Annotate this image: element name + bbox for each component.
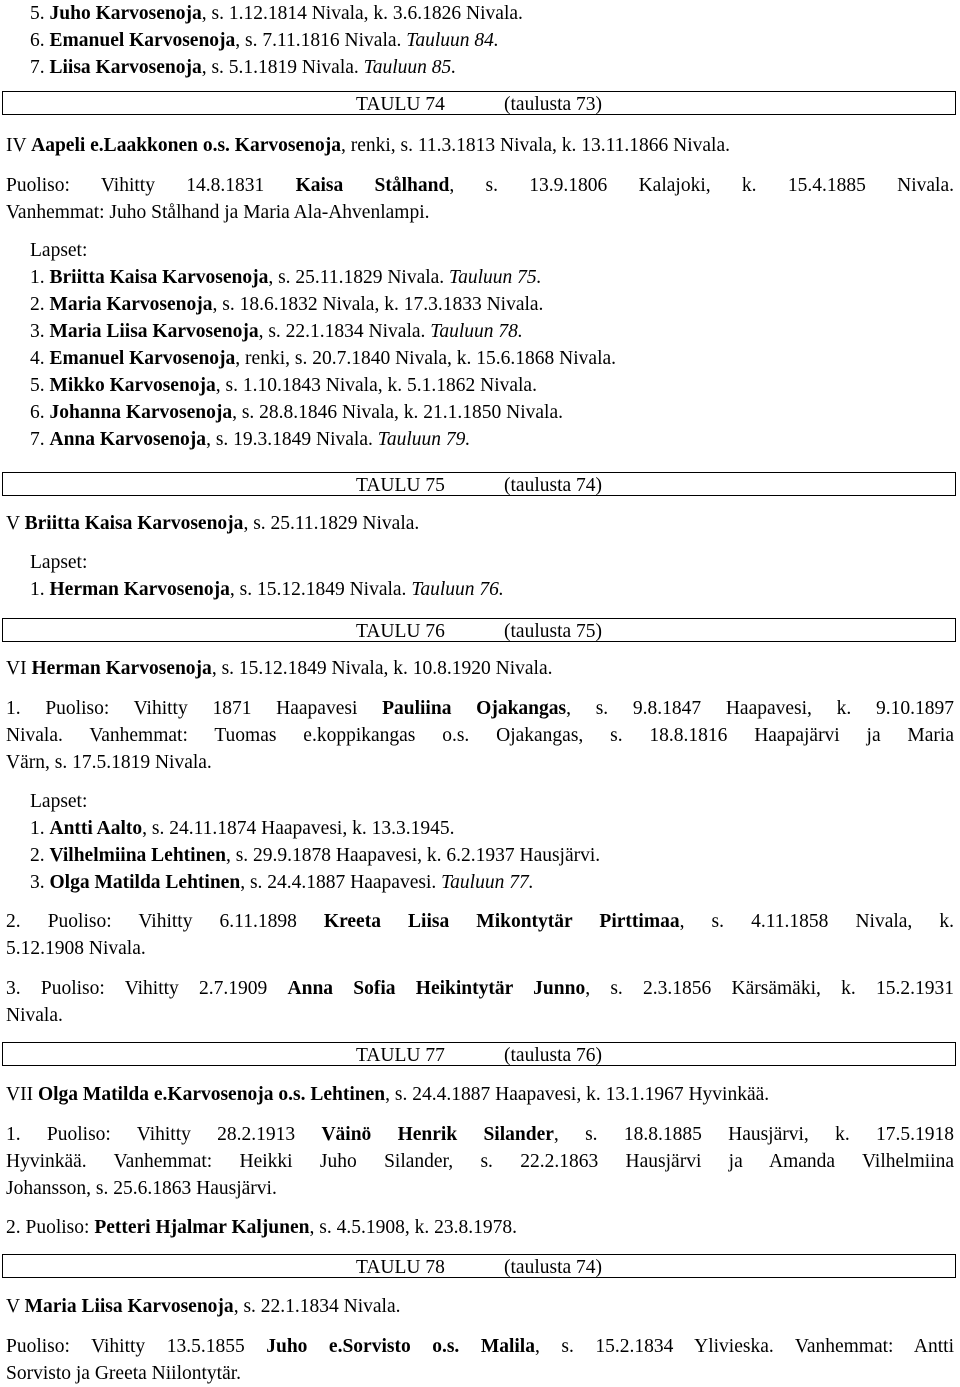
table-title: TAULU 78 [356, 1257, 445, 1278]
spouse-line [6, 174, 954, 198]
text-run: IV [6, 135, 32, 156]
name-text: Petteri Hjalmar Kaljunen [94, 1217, 310, 1238]
table-title: TAULU 74 [356, 94, 445, 115]
text-run: 3. [30, 321, 50, 342]
text-run: 7. [30, 57, 50, 78]
name-text: Vilhelmiina Lehtinen [49, 845, 226, 866]
table-header-77 [0, 1044, 960, 1068]
list-item [30, 266, 954, 290]
person-line [6, 134, 954, 158]
text-run: 1. [30, 579, 50, 600]
table-header-76 [0, 620, 960, 644]
spouse-line [6, 1177, 954, 1201]
children-label: Lapset: [30, 240, 88, 261]
table-header-78 [0, 1256, 960, 1280]
text-run: Hyvinkää. Vanhemmat: Heikki Juho Silander, s. 22.2.1863 Hausjärvi ja Amanda Vilhelmiina [6, 1151, 954, 1172]
text-run: 5. [30, 375, 50, 396]
text-run: , s. 4.5.1908, k. 23.8.1978. [309, 1217, 517, 1238]
spouse-line [6, 1362, 954, 1386]
text-run: , renki, s. 20.7.1840 Nivala, k. 15.6.1868 Nivala. [235, 348, 617, 369]
text-run: 5.12.1908 Nivala. [6, 938, 146, 959]
text-run: , s. 13.9.1806 Kalajoki, k. 15.4.1885 Nivala. [449, 175, 955, 196]
spouse-line [6, 751, 954, 775]
name-text: Kaisa Stålhand [295, 175, 450, 196]
text-run: , s. 25.11.1829 Nivala. [268, 267, 450, 288]
name-text: Briitta Kaisa Karvosenoja [49, 267, 269, 288]
text-run: 2. [30, 845, 50, 866]
text-run: 5. [30, 3, 50, 24]
cross-reference: Tauluun 75. [449, 267, 542, 288]
name-text: Olga Matilda e.Karvosenoja o.s. Lehtinen [37, 1084, 386, 1105]
table-parent-ref: (taulusta 74) [504, 1257, 603, 1278]
text-run: , s. 5.1.1819 Nivala. [201, 57, 364, 78]
table-header-75 [0, 474, 960, 498]
list-item [30, 578, 954, 602]
person-line [6, 1083, 954, 1107]
name-text: Kreeta Liisa Mikontytär Pirttimaa [323, 911, 680, 932]
person-line [6, 512, 954, 536]
text-run: , s. 4.11.1858 Nivala, k. [679, 911, 955, 932]
name-text: Briitta Kaisa Karvosenoja [24, 513, 244, 534]
text-run: 6. [30, 30, 50, 51]
text-run: Puoliso: Vihitty 14.8.1831 [6, 175, 296, 196]
list-item [30, 293, 954, 317]
spouse-line [6, 1335, 954, 1359]
table-title: TAULU 76 [356, 621, 445, 642]
text-run: 6. [30, 402, 50, 423]
name-text: Herman Karvosenoja [49, 579, 230, 600]
text-run: , s. 29.9.1878 Haapavesi, k. 6.2.1937 Hausjärvi. [225, 845, 601, 866]
name-text: Juho e.Sorvisto o.s. Malila [266, 1336, 535, 1357]
text-run: 1. Puoliso: Vihitty 1871 Haapavesi [6, 698, 383, 719]
spouse-line [6, 1150, 954, 1174]
person-line [6, 1295, 954, 1319]
text-run: , s. 18.8.1885 Hausjärvi, k. 17.5.1918 [553, 1124, 954, 1145]
text-run: Vanhemmat: Juho Stålhand ja Maria Ala-Ahvenlampi. [6, 202, 430, 223]
name-text: Juho Karvosenoja [49, 3, 202, 24]
text-run: , s. 22.1.1834 Nivala. [258, 321, 431, 342]
text-run: 1. Puoliso: Vihitty 28.2.1913 [6, 1124, 322, 1145]
name-text: Maria Karvosenoja [49, 294, 213, 315]
text-run: 1. [30, 267, 50, 288]
spouse-line [6, 937, 954, 961]
child-entry-juho [30, 2, 954, 26]
list-item [30, 844, 954, 868]
text-run: 7. [30, 429, 50, 450]
table-parent-ref: (taulusta 74) [504, 475, 603, 496]
text-run: V [6, 1296, 25, 1317]
text-run: VII [6, 1084, 38, 1105]
person-line [6, 657, 954, 681]
text-run: , s. 22.1.1834 Nivala. [233, 1296, 401, 1317]
text-run: , s. 15.12.1849 Nivala, k. 10.8.1920 Nivala. [211, 658, 553, 679]
name-text: Pauliina Ojakangas [382, 698, 567, 719]
text-run: VI [6, 658, 32, 679]
table-parent-ref: (taulusta 75) [504, 621, 603, 642]
children-label: Lapset: [30, 791, 88, 812]
text-run: , s. 19.3.1849 Nivala. [206, 429, 378, 450]
text-run: , renki, s. 11.3.1813 Nivala, k. 13.11.1866 Nivala. [340, 135, 731, 156]
list-item [30, 320, 954, 344]
cross-reference: Tauluun 76. [411, 579, 504, 600]
child-entry-liisa [30, 56, 954, 80]
text-run: Nivala. [6, 1005, 63, 1026]
name-text: Emanuel Karvosenoja [49, 348, 236, 369]
cross-reference: Tauluun 85. [363, 57, 457, 78]
text-run: 2. [30, 294, 50, 315]
name-text: Maria Liisa Karvosenoja [49, 321, 259, 342]
text-run: , s. 2.3.1856 Kärsämäki, k. 15.2.1931 [585, 978, 954, 999]
list-item [30, 347, 954, 371]
name-text: Anna Sofia Heikintytär Junno [287, 978, 586, 999]
name-text: Antti Aalto [49, 818, 143, 839]
cross-reference: Tauluun 78. [430, 321, 523, 342]
table-title: TAULU 77 [356, 1045, 445, 1066]
spouse-line [6, 1123, 954, 1147]
cross-reference: Tauluun 84. [406, 30, 499, 51]
name-text: Emanuel Karvosenoja [49, 30, 236, 51]
cross-reference: Tauluun 77. [441, 872, 534, 893]
name-text: Johanna Karvosenoja [49, 402, 233, 423]
table-title: TAULU 75 [356, 475, 445, 496]
text-run: 2. Puoliso: Vihitty 6.11.1898 [6, 911, 324, 932]
text-run: 1. [30, 818, 50, 839]
text-run: , s. 1.12.1814 Nivala, k. 3.6.1826 Nivala. [201, 3, 523, 24]
text-run: Johansson, s. 25.6.1863 Hausjärvi. [6, 1178, 277, 1199]
list-item [30, 401, 954, 425]
text-run: 3. [30, 872, 50, 893]
spouse-line [6, 910, 954, 934]
name-text: Liisa Karvosenoja [49, 57, 202, 78]
list-item [30, 871, 954, 895]
text-run: , s. 24.4.1887 Haapavesi, k. 13.1.1967 Hyvinkää. [385, 1084, 770, 1105]
text-run: Sorvisto ja Greeta Niilontytär. [6, 1363, 242, 1384]
list-item [30, 374, 954, 398]
table-header-74 [0, 93, 960, 117]
list-item [30, 428, 954, 452]
text-run: , s. 15.2.1834 Ylivieska. Vanhemmat: Antti [534, 1336, 954, 1357]
table-parent-ref: (taulusta 73) [504, 94, 603, 115]
text-run: , s. 15.12.1849 Nivala. [229, 579, 412, 600]
list-item [30, 817, 954, 841]
name-text: Maria Liisa Karvosenoja [24, 1296, 234, 1317]
text-run: , s. 24.11.1874 Haapavesi, k. 13.3.1945. [142, 818, 455, 839]
spouse-line [6, 977, 954, 1001]
children-label: Lapset: [30, 552, 88, 573]
name-text: Herman Karvosenoja [31, 658, 212, 679]
spouse-line [6, 697, 954, 721]
name-text: Mikko Karvosenoja [49, 375, 216, 396]
text-run: , s. 18.6.1832 Nivala, k. 17.3.1833 Nivala. [212, 294, 544, 315]
name-text: Väinö Henrik Silander [321, 1124, 554, 1145]
text-run: , s. 28.8.1846 Nivala, k. 21.1.1850 Nivala. [232, 402, 563, 423]
spouse-line [6, 724, 954, 748]
table-parent-ref: (taulusta 76) [504, 1045, 603, 1066]
text-run: 3. Puoliso: Vihitty 2.7.1909 [6, 978, 288, 999]
child-entry-emanuel [30, 29, 954, 53]
text-run: , s. 9.8.1847 Haapavesi, k. 9.10.1897 [566, 698, 954, 719]
spouse-line [6, 1216, 954, 1240]
text-run: V [6, 513, 25, 534]
text-run: , s. 1.10.1843 Nivala, k. 5.1.1862 Nivala. [215, 375, 537, 396]
name-text: Olga Matilda Lehtinen [49, 872, 241, 893]
name-text: Anna Karvosenoja [49, 429, 207, 450]
text-run: Nivala. Vanhemmat: Tuomas e.koppikangas o.s. Ojakangas, s. 18.8.1816 Haapajärvi ja Maria [6, 725, 954, 746]
name-text: Aapeli e.Laakkonen o.s. Karvosenoja [31, 135, 341, 156]
spouse-line [6, 1004, 954, 1028]
cross-reference: Tauluun 79. [377, 429, 471, 450]
text-run: , s. 25.11.1829 Nivala. [243, 513, 420, 534]
text-run: 4. [30, 348, 50, 369]
text-run: 2. Puoliso: [6, 1217, 95, 1238]
text-run: Puoliso: Vihitty 13.5.1855 [6, 1336, 267, 1357]
text-run: , s. 24.4.1887 Haapavesi. [240, 872, 442, 893]
text-run: Värn, s. 17.5.1819 Nivala. [6, 752, 212, 773]
text-run: , s. 7.11.1816 Nivala. [235, 30, 407, 51]
parents-line [6, 201, 954, 225]
